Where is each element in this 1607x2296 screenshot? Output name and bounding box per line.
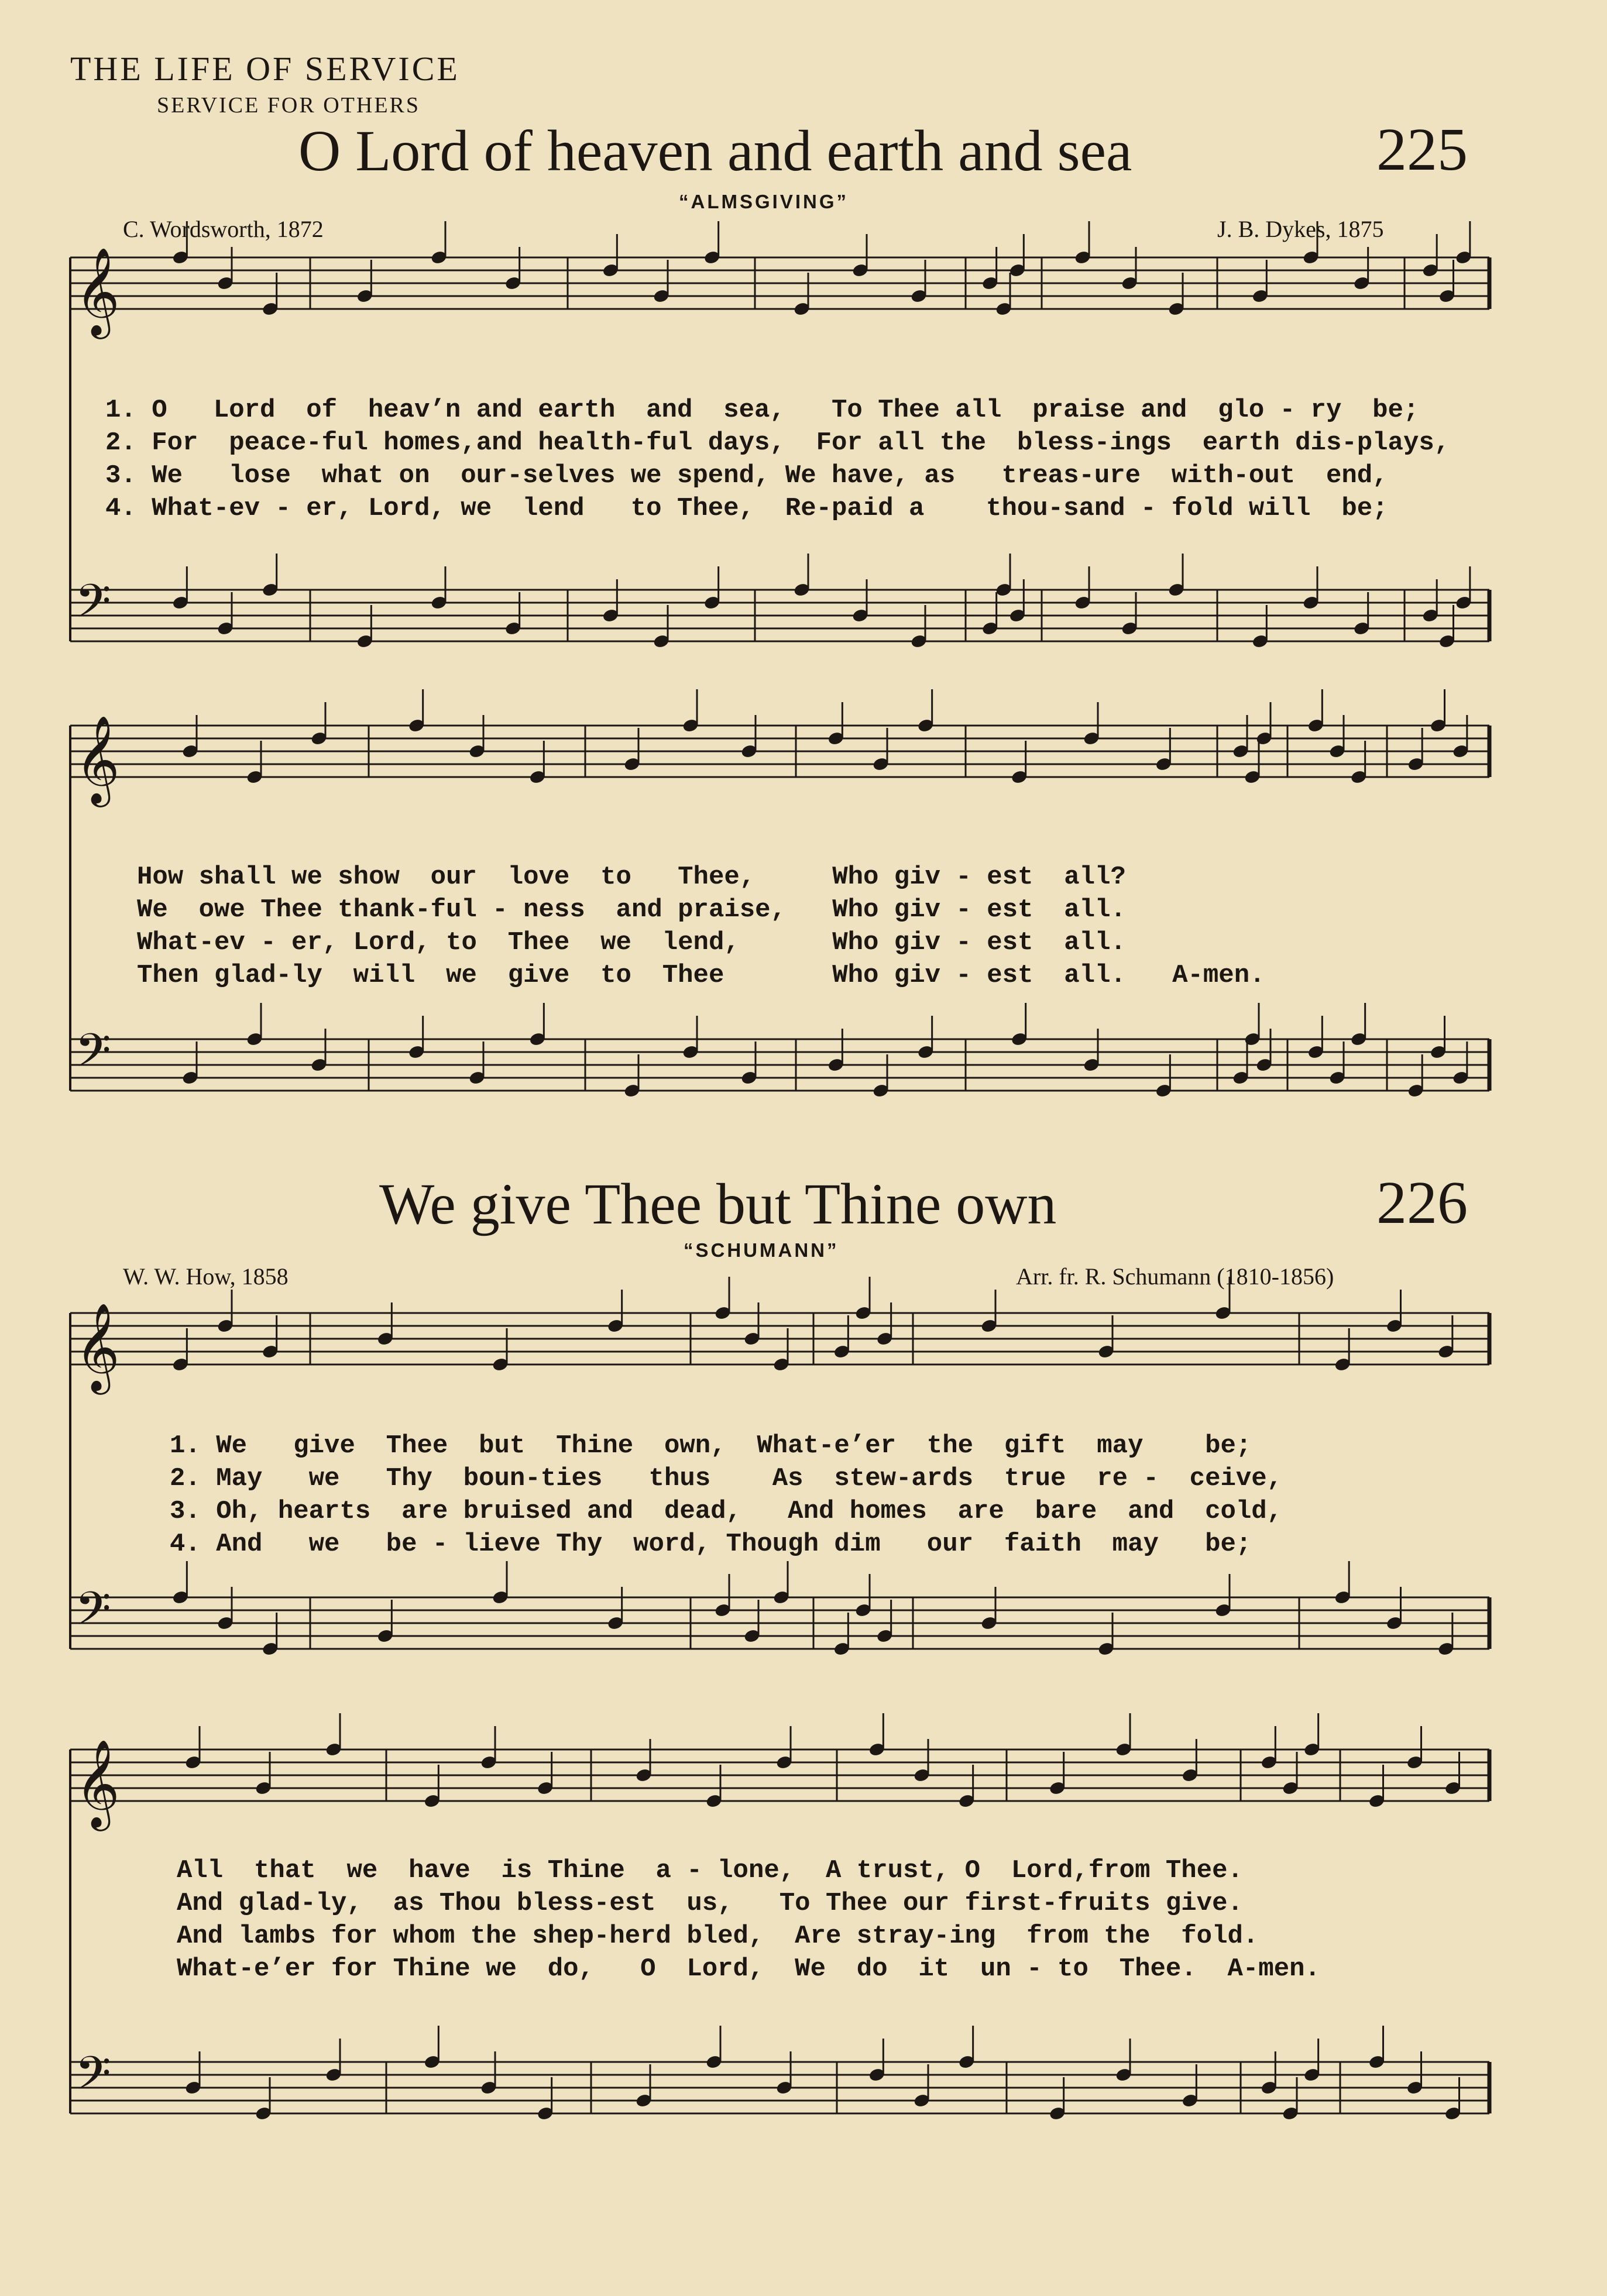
hymn-225-tune: “ALMSGIVING” <box>679 191 849 212</box>
treble-clef-icon: 𝄞 <box>75 714 120 803</box>
hymn-225-stanza-3-line-1: 3. We lose what on our-selves we spend, We have, as treas-ure with-out end, <box>105 461 1388 490</box>
hymn-225-stanza-2-line-1: 2. For peace-ful homes,and health-ful days, For all the bless-ings earth dis-plays, <box>105 428 1450 458</box>
bass-clef-icon: 𝄢 <box>75 1023 111 1089</box>
treble-clef-icon: 𝄞 <box>75 1302 120 1391</box>
hymn-225-stanza-1-line-2: How shall we show our love to Thee, Who giv - est all? <box>137 862 1126 892</box>
bass-clef-icon: 𝄢 <box>75 574 111 640</box>
treble-clef-icon: 𝄞 <box>75 1738 120 1827</box>
hymn-225-stanza-2-line-2: We owe Thee thank-ful - ness and praise, Who giv - est all. <box>137 895 1126 924</box>
hymn-225-words-by: C. Wordsworth, 1872 <box>123 216 324 242</box>
hymn-226-words-by: W. W. How, 1858 <box>123 1263 289 1290</box>
hymn-226-stanza-4-line-1: 4. And we be - lieve Thy word, Though dim our faith may be; <box>170 1529 1252 1559</box>
hymn-226-stanza-2-line-2: And glad-ly, as Thou bless-est us, To Thee our first-fruits give. <box>177 1889 1243 1918</box>
hymn-226-number: 226 <box>1376 1169 1468 1236</box>
hymn-225-stanza-3-line-2: What-ev - er, Lord, to Thee we lend, Who giv - est all. <box>137 928 1126 957</box>
hymn-226-stanza-3-line-2: And lambs for whom the shep-herd bled, Are stray-ing from the fold. <box>177 1922 1259 1951</box>
hymn-225-title: O Lord of heaven and earth and sea <box>298 118 1132 183</box>
hymn-226-stanza-1-line-1: 1. We give Thee but Thine own, What-e’er the gift may be; <box>170 1431 1252 1460</box>
section-heading: THE LIFE OF SERVICE <box>70 50 460 88</box>
hymn-225-number: 225 <box>1376 116 1468 183</box>
hymn-225-music-by: J. B. Dykes, 1875 <box>1217 216 1384 242</box>
hymn-226-stanza-1-line-2: All that we have is Thine a - lone, A trust, O Lord,from Thee. <box>177 1856 1243 1885</box>
subsection-heading: SERVICE FOR OTHERS <box>157 93 421 118</box>
hymn-226-stanza-2-line-1: 2. May we Thy boun-ties thus As stew-ards true re - ceive, <box>170 1464 1283 1493</box>
hymn-225-stanza-4-line-2: Then glad-ly will we give to Thee Who giv - est all. A-men. <box>137 961 1265 990</box>
bass-clef-icon: 𝄢 <box>75 2046 111 2112</box>
hymn-225-stanza-4-line-1: 4. What-ev - er, Lord, we lend to Thee, Re-paid a thou-sand - fold will be; <box>105 494 1388 523</box>
treble-clef-icon: 𝄞 <box>75 246 120 335</box>
hymn-226-tune: “SCHUMANN” <box>684 1239 839 1261</box>
hymn-226-stanza-3-line-1: 3. Oh, hearts are bruised and dead, And homes are bare and cold, <box>170 1497 1283 1526</box>
hymn-226-title: We give Thee but Thine own <box>379 1171 1057 1236</box>
hymn-226-music-by: Arr. fr. R. Schumann (1810-1856) <box>1016 1263 1334 1290</box>
hymn-226-stanza-4-line-2: What-e’er for Thine we do, O Lord, We do it un - to Thee. A-men. <box>177 1954 1320 1984</box>
hymn-225-stanza-1-line-1: 1. O Lord of heav’n and earth and sea, To Thee all praise and glo - ry be; <box>105 396 1419 425</box>
bass-clef-icon: 𝄢 <box>75 1582 111 1647</box>
